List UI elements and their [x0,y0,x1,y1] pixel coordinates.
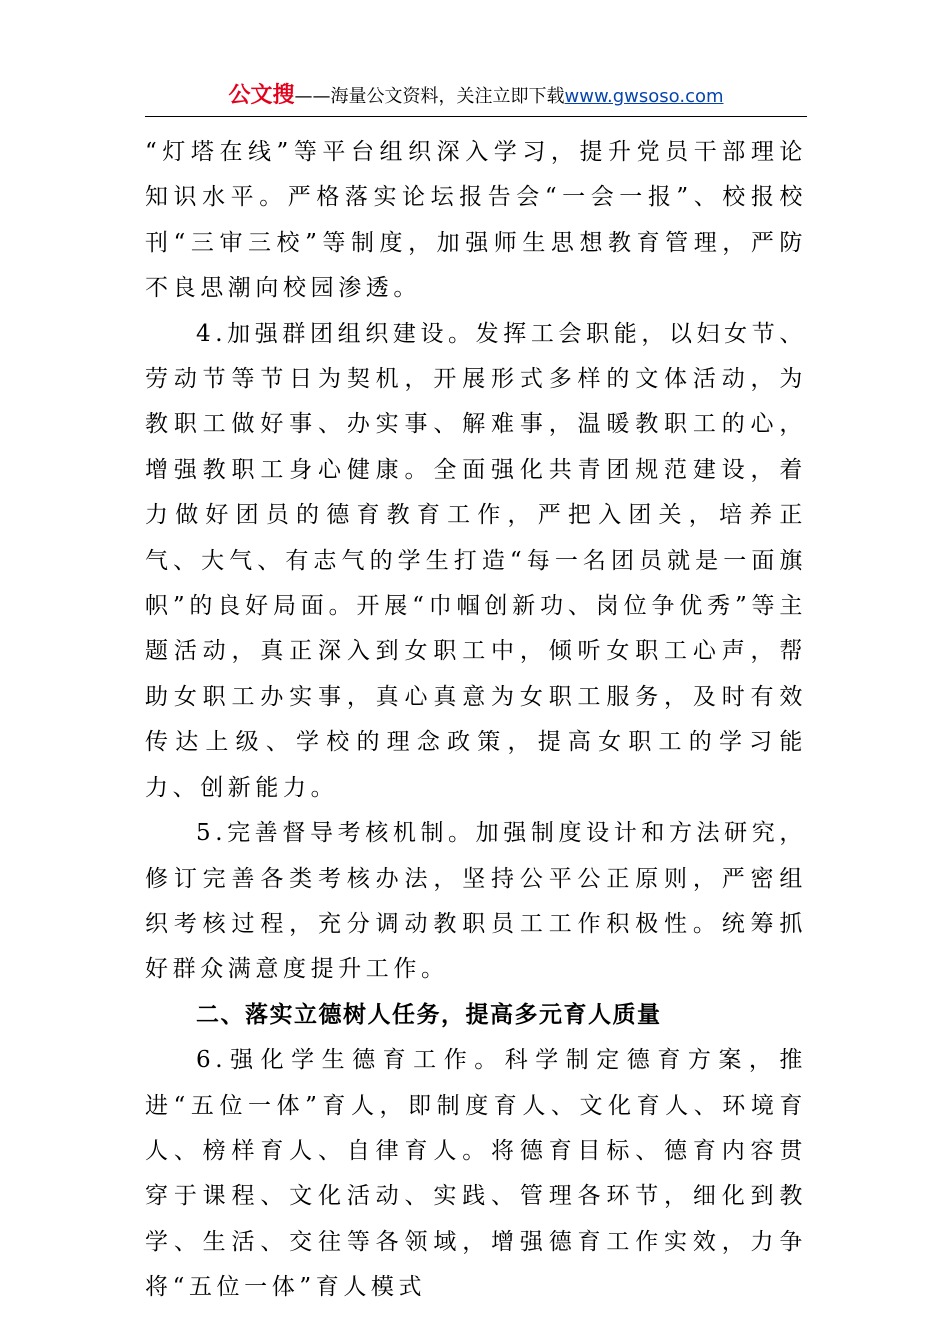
paragraph-continued: “灯塔在线”等平台组织深入学习，提升党员干部理论知识水平。严格落实论坛报告会“一会一报”、校报校刊“三审三校”等制度，加强师生思想教育管理，严防不良思潮向校园渗透。 [145,139,807,302]
paragraph-item-5: 5.完善督导考核机制。加强制度设计和方法研究，修订完善各类考核办法，坚持公平公正原则，严密组织考核过程，充分调动教职员工工作积极性。统筹抓好群众满意度提升工作。 [145,820,807,983]
brand-logo-text: 公文搜 [228,83,295,108]
paragraph-item-6: 6.强化学生德育工作。科学制定德育方案，推进“五位一体”育人，即制度育人、文化育人、环境育人、榜样育人、自律育人。将德育目标、德育内容贯穿于课程、文化活动、实践、管理各环节，细化到教学、生活、交往等各领域，增强德育工作实效，力争将“五位一体”育人模式 [145,1047,807,1301]
website-link[interactable]: www.gwsoso.com [564,86,724,107]
header-divider [145,116,807,117]
document-body [145,130,807,1311]
header-tagline: ——海量公文资料，关注立即下载 [294,86,565,107]
page-header [145,82,807,111]
paragraph-item-4: 4.加强群团组织建设。发挥工会职能，以妇女节、劳动节等节日为契机，开展形式多样的文体活动，为教职工做好事、办实事、解难事，温暖教职工的心，增强教职工身心健康。全面强化共青团规范建设，着力做好团员的德育教育工作，严把入团关，培养正气、大气、有志气的学生打造“每一名团员就是一面旗帜”的良好局面。开展“巾帼创新功、岗位争优秀”等主题活动，真正深入到女职工中，倾听女职工心声，帮助女职工办实事，真心真意为女职工服务，及时有效传达上级、学校的理念政策，提高女职工的学习能力、创新能力。 [145,320,807,801]
section-heading: 二、落实立德树人任务，提高多元育人质量 [196,1001,662,1028]
